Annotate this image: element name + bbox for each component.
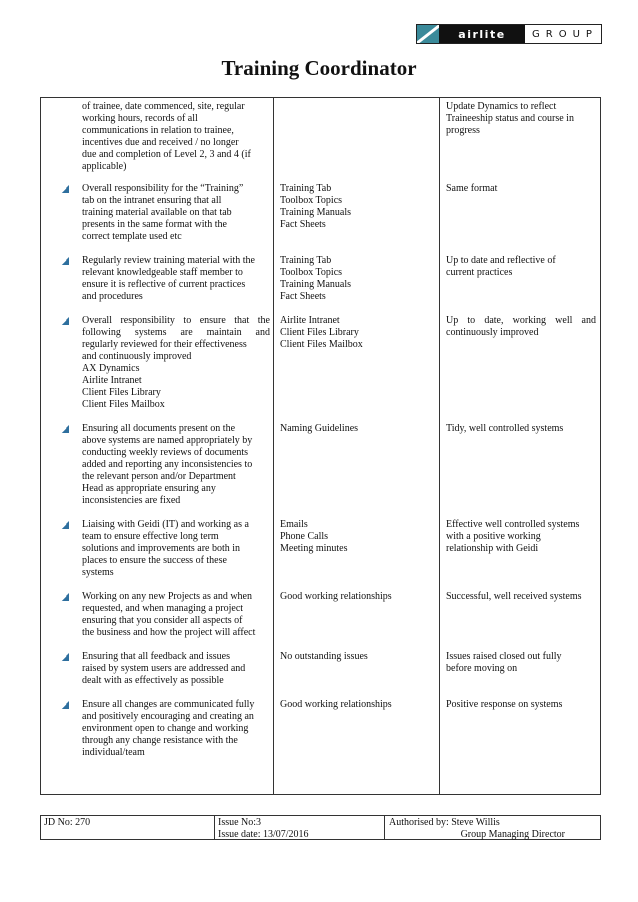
- checkmark-bullet-icon: [60, 520, 70, 530]
- cell-line: and procedures: [82, 291, 143, 302]
- cell-line: Training Manuals: [280, 207, 352, 218]
- cell-line: with a positive working: [446, 531, 541, 542]
- cell-line: Training Manuals: [280, 279, 352, 290]
- cell-line: Fact Sheets: [280, 291, 326, 302]
- evidence-cell: [280, 651, 440, 663]
- cell-line: presents in the same format with the: [82, 219, 227, 230]
- logo-brand-text: airlite: [439, 25, 525, 43]
- cell-line: Emails: [280, 519, 308, 530]
- duties-table: [40, 97, 601, 795]
- evidence-cell: [280, 699, 440, 711]
- cell-line: Phone Calls: [280, 531, 329, 542]
- cell-line: Client Files Mailbox: [82, 399, 165, 410]
- cell-line: conducting weekly reviews of documents: [82, 447, 249, 458]
- cell-line: Client Files Library: [280, 327, 359, 338]
- cell-line: due and completion of Level 2, 3 and 4 (if: [82, 149, 251, 160]
- footer-jd-number: JD No: 270: [44, 817, 91, 828]
- cell-line: inconsistencies are fixed: [82, 495, 181, 506]
- cell-line: Training Tab: [280, 183, 332, 194]
- cell-line: Successful, well received systems: [446, 591, 582, 602]
- cell-line: Overall responsibility for the “Training”: [82, 183, 244, 194]
- cell-line: team to ensure effective long term: [82, 531, 219, 542]
- cell-line: Update Dynamics to reflect: [446, 101, 557, 112]
- footer-issue: [218, 817, 309, 841]
- standard-cell: [446, 423, 596, 435]
- checkmark-bullet-icon: [60, 424, 70, 434]
- cell-line: Fact Sheets: [280, 219, 326, 230]
- cell-line: Naming Guidelines: [280, 423, 359, 434]
- cell-line: Liaising with Geidi (IT) and working as a: [82, 519, 249, 530]
- checkmark-bullet-icon: [60, 592, 70, 602]
- cell-line: incentives due and received / no longer: [82, 137, 239, 148]
- cell-line: correct template used etc: [82, 231, 182, 242]
- cell-line: communications in relation to trainee,: [82, 125, 234, 136]
- logo-mark-icon: [417, 25, 439, 43]
- logo-group-text: GROUP: [532, 28, 598, 40]
- cell-line: added and reporting any inconsistencies to: [82, 459, 253, 470]
- cell-line: applicable): [82, 161, 127, 172]
- cell-line: Airlite Intranet: [82, 375, 142, 386]
- cell-line: Positive response on systems: [446, 699, 563, 710]
- cell-line: the business and how the project will affect: [82, 627, 256, 638]
- cell-line: Toolbox Topics: [280, 195, 343, 206]
- evidence-cell: [280, 591, 440, 603]
- standard-cell: [446, 101, 596, 137]
- cell-line: Head as appropriate ensuring any: [82, 483, 216, 494]
- cell-line: Traineeship status and course in: [446, 113, 574, 124]
- cell-line: regularly reviewed for their effectiveness: [82, 339, 247, 350]
- evidence-cell: [280, 423, 440, 435]
- task-cell: [82, 519, 270, 579]
- checkmark-bullet-icon: [60, 256, 70, 266]
- cell-line: above systems are named appropriately by: [82, 435, 253, 446]
- cell-line: Training Tab: [280, 255, 332, 266]
- footer-authorised-by: Authorised by: Steve Willis: [389, 817, 500, 828]
- footer-authoriser-title: Group Managing Director: [460, 829, 565, 840]
- footer-divider: [384, 816, 385, 839]
- cell-line: systems: [82, 567, 114, 578]
- cell-line: training material available on that tab: [82, 207, 232, 218]
- cell-line: solutions and improvements are both in: [82, 543, 241, 554]
- cell-line: and positively encouraging and creating an: [82, 711, 254, 722]
- cell-line: Client Files Library: [82, 387, 161, 398]
- standard-cell: [446, 651, 596, 675]
- cell-line: environment open to change and working: [82, 723, 249, 734]
- column-divider: [273, 98, 274, 794]
- cell-line: dealt with as effectively as possible: [82, 675, 224, 686]
- cell-line: through any change resistance with the: [82, 735, 238, 746]
- cell-line: Effective well controlled systems: [446, 519, 580, 530]
- cell-line: ensuring that you consider all aspects of: [82, 615, 243, 626]
- cell-line: relevant knowledgeable staff member to: [82, 267, 243, 278]
- evidence-cell: [280, 183, 440, 231]
- cell-line: continuously improved: [446, 327, 539, 338]
- cell-line: Good working relationships: [280, 699, 392, 710]
- cell-line: ensure it is reflective of current practices: [82, 279, 246, 290]
- cell-line: current practices: [446, 267, 513, 278]
- cell-line: before moving on: [446, 663, 518, 674]
- task-cell: [82, 591, 270, 639]
- standard-cell: [446, 591, 596, 603]
- standard-cell: [446, 183, 596, 195]
- cell-line: No outstanding issues: [280, 651, 368, 662]
- cell-line: places to ensure the success of these: [82, 555, 227, 566]
- cell-line: Client Files Mailbox: [280, 339, 363, 350]
- cell-line: tab on the intranet ensuring that all: [82, 195, 222, 206]
- cell-line: Ensuring that all feedback and issues: [82, 651, 231, 662]
- cell-line: working hours, records of all: [82, 113, 198, 124]
- footer-issue-date: Issue date: 13/07/2016: [218, 829, 309, 840]
- cell-line: Tidy, well controlled systems: [446, 423, 564, 434]
- cell-line: Working on any new Projects as and when: [82, 591, 252, 602]
- cell-line: Same format: [446, 183, 498, 194]
- checkmark-bullet-icon: [60, 316, 70, 326]
- cell-line: of trainee, date commenced, site, regular: [82, 101, 245, 112]
- cell-line: Up to date, working well and: [446, 315, 596, 326]
- checkmark-bullet-icon: [60, 184, 70, 194]
- checkmark-bullet-icon: [60, 652, 70, 662]
- cell-line: following systems are maintain and: [82, 327, 270, 338]
- cell-line: Up to date and reflective of: [446, 255, 556, 266]
- checkmark-bullet-icon: [60, 700, 70, 710]
- cell-line: progress: [446, 125, 480, 136]
- task-cell: [82, 315, 270, 411]
- footer-authorisation: [389, 817, 595, 841]
- task-cell: [82, 101, 270, 173]
- cell-line: Toolbox Topics: [280, 267, 343, 278]
- cell-line: Issues raised closed out fully: [446, 651, 562, 662]
- evidence-cell: [280, 315, 440, 351]
- standard-cell: [446, 315, 596, 339]
- cell-line: Good working relationships: [280, 591, 392, 602]
- standard-cell: [446, 255, 596, 279]
- footer-issue-number: Issue No:3: [218, 817, 262, 828]
- company-logo: [416, 24, 602, 44]
- cell-line: Airlite Intranet: [280, 315, 340, 326]
- cell-line: Ensuring all documents present on the: [82, 423, 236, 434]
- task-cell: [82, 651, 270, 687]
- cell-line: and continuously improved: [82, 351, 192, 362]
- cell-line: Ensure all changes are communicated fully: [82, 699, 255, 710]
- cell-line: raised by system users are addressed and: [82, 663, 246, 674]
- cell-line: individual/team: [82, 747, 145, 758]
- standard-cell: [446, 519, 596, 555]
- task-cell: [82, 699, 270, 759]
- evidence-cell: [280, 255, 440, 303]
- evidence-cell: [280, 519, 440, 555]
- cell-line: the relevant person and/or Department: [82, 471, 236, 482]
- standard-cell: [446, 699, 596, 711]
- cell-line: AX Dynamics: [82, 363, 140, 374]
- cell-line: requested, and when managing a project: [82, 603, 244, 614]
- document-footer: [40, 815, 601, 840]
- cell-line: Meeting minutes: [280, 543, 348, 554]
- cell-line: relationship with Geidi: [446, 543, 539, 554]
- footer-divider: [214, 816, 215, 839]
- task-cell: [82, 183, 270, 243]
- document-title: Training Coordinator: [221, 56, 417, 80]
- cell-line: Regularly review training material with the: [82, 255, 255, 266]
- task-cell: [82, 423, 270, 507]
- cell-line: Overall responsibility to ensure that the: [82, 315, 270, 326]
- task-cell: [82, 255, 270, 303]
